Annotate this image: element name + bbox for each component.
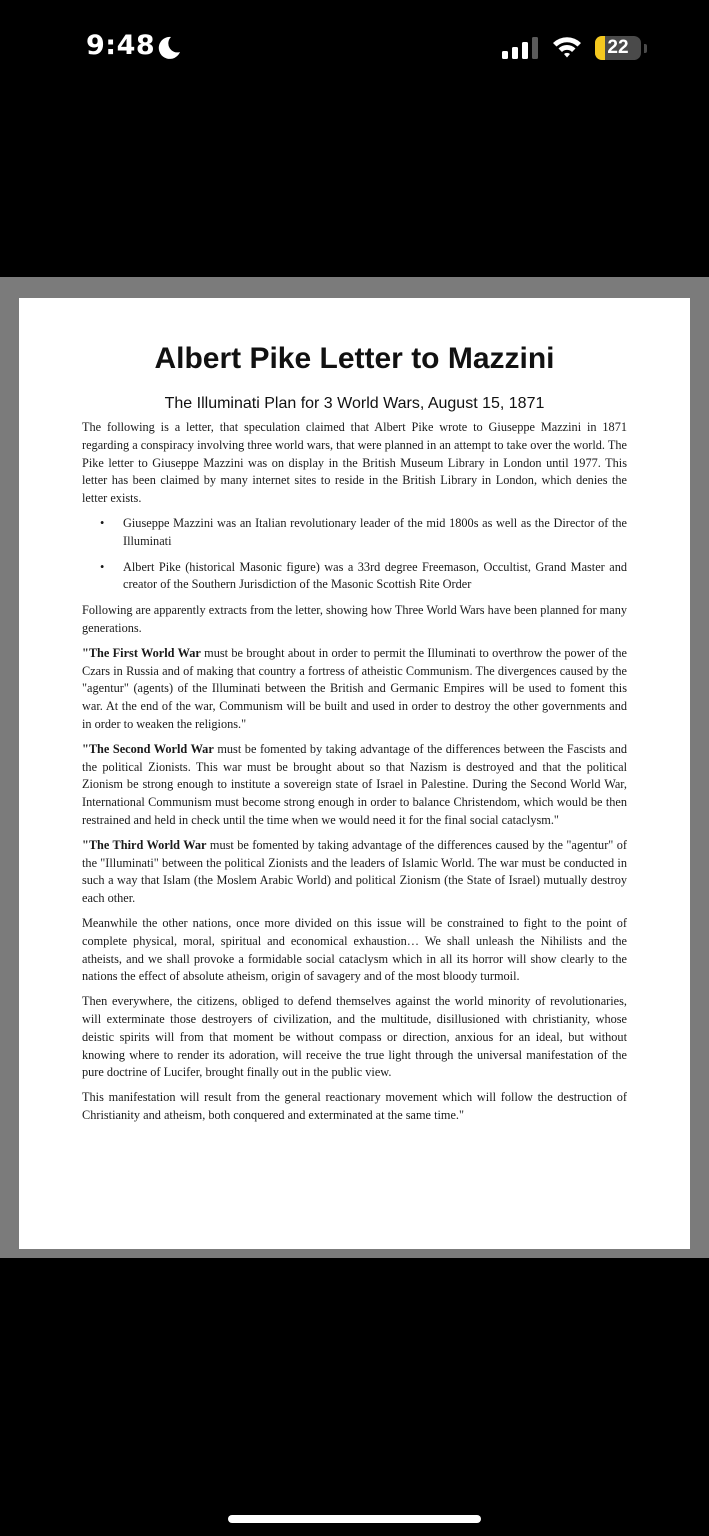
document-subtitle: The Illuminati Plan for 3 World Wars, August 15, 1871 [164,395,545,412]
document-viewer[interactable] [0,277,709,1258]
first-war-paragraph [82,645,627,734]
bullet-list [82,515,627,594]
home-indicator[interactable] [228,1515,481,1523]
bullet-icon: • [100,559,105,574]
second-war-text: must be fomented by taking advantage of the differences between the Fascists and the political Zionists. This war must be brought about so that Nazism is destroyed and that the political Zionism be strong enough to institute a sovereign state of Israel in Palestine. During the Second World War, International Communism must become strong enough in order to balance Christendom, which would be then restrained and held in check until the time when we would need it for the final social cataclysm." [82,741,628,827]
moon-icon [156,35,182,61]
battery-level: 22 [607,37,629,58]
document-page [19,298,690,1249]
third-war-text: must be fomented by taking advantage of the differences caused by the "agentur" of the "Illuminati" between the political Zionists and the leaders of Islamic World. The war must be conducted in such a way that Islam (the Moslem Arabic World) and political Zionism (the State of Israel) mutually destroy each other. [82,837,627,906]
wifi-icon [552,35,582,59]
second-war-paragraph [82,741,627,830]
first-war-heading: "The First World War [82,645,201,660]
then-everywhere-paragraph: Then everywhere, the citizens, obliged to defend themselves against the world minority of revolutionaries, will exterminate those destroyers of civilization, and the multitude, disillusioned with christianity, whose deistic spirits will from that moment be without compass or direction, anxious for an ideal, but without knowing where to render its adoration, will receive the true light through the universal manifestation of the pure doctrine of Lucifer, brought finally out in the public view. [82,994,627,1080]
document-body [82,419,627,1132]
meanwhile-paragraph: Meanwhile the other nations, once more divided on this issue will be constrained to fight to the point of complete physical, moral, spiritual and economical exhaustion… We shall unleash the Nihilists and the atheists, and we shall provoke a formidable social cataclysm which in all its horror will show clearly to the nations the effect of absolute atheism, origin of savagery and of the most bloody turmoil. [82,915,627,984]
second-war-heading: "The Second World War [82,741,214,756]
battery-nub [644,44,647,53]
extracts-intro-paragraph: Following are apparently extracts from the letter, showing how Three World Wars have been planned for many generations. [82,603,627,635]
status-bar [0,0,709,96]
intro-paragraph: The following is a letter, that speculation claimed that Albert Pike wrote to Giuseppe Mazzini in 1871 regarding a conspiracy involving three world wars, that were planned in an attempt to take over the world. The Pike letter to Giuseppe Mazzini was on display in the British Museum Library in London until 1977. This letter has been claimed by many internet sites to reside in the British Library in London, which denies the letter exists. [82,420,627,506]
status-time: 9:48 [86,30,156,61]
list-item [82,515,627,551]
third-war-heading: "The Third World War [82,837,207,852]
third-war-paragraph [82,837,627,908]
bullet-icon: • [100,515,105,530]
battery-indicator [595,36,641,60]
list-item-text: Albert Pike (historical Masonic figure) was a 33rd degree Freemason, Occultist, Grand Master and creator of the Southern Jurisdiction of the Masonic Scottish Rite Order [123,559,627,592]
list-item-text: Giuseppe Mazzini was an Italian revolutionary leader of the mid 1800s as well as the Director of the Illuminati [123,515,627,548]
list-item [82,559,627,595]
manifestation-paragraph: This manifestation will result from the general reactionary movement which will follow the destruction of Christianity and atheism, both conquered and exterminated at the same time." [82,1090,627,1122]
first-war-text: must be brought about in order to permit the Illuminati to overthrow the power of the Czars in Russia and of making that country a fortress of atheistic Communism. The divergences caused by the "agentur" (agents) of the Illuminati between the British and Germanic Empires will be used to foment this war. At the end of the war, Communism will be built and used in order to destroy the other governments and in order to weaken the religions." [82,645,627,731]
document-title: Albert Pike Letter to Mazzini [154,342,555,375]
cellular-signal-icon [502,37,540,59]
